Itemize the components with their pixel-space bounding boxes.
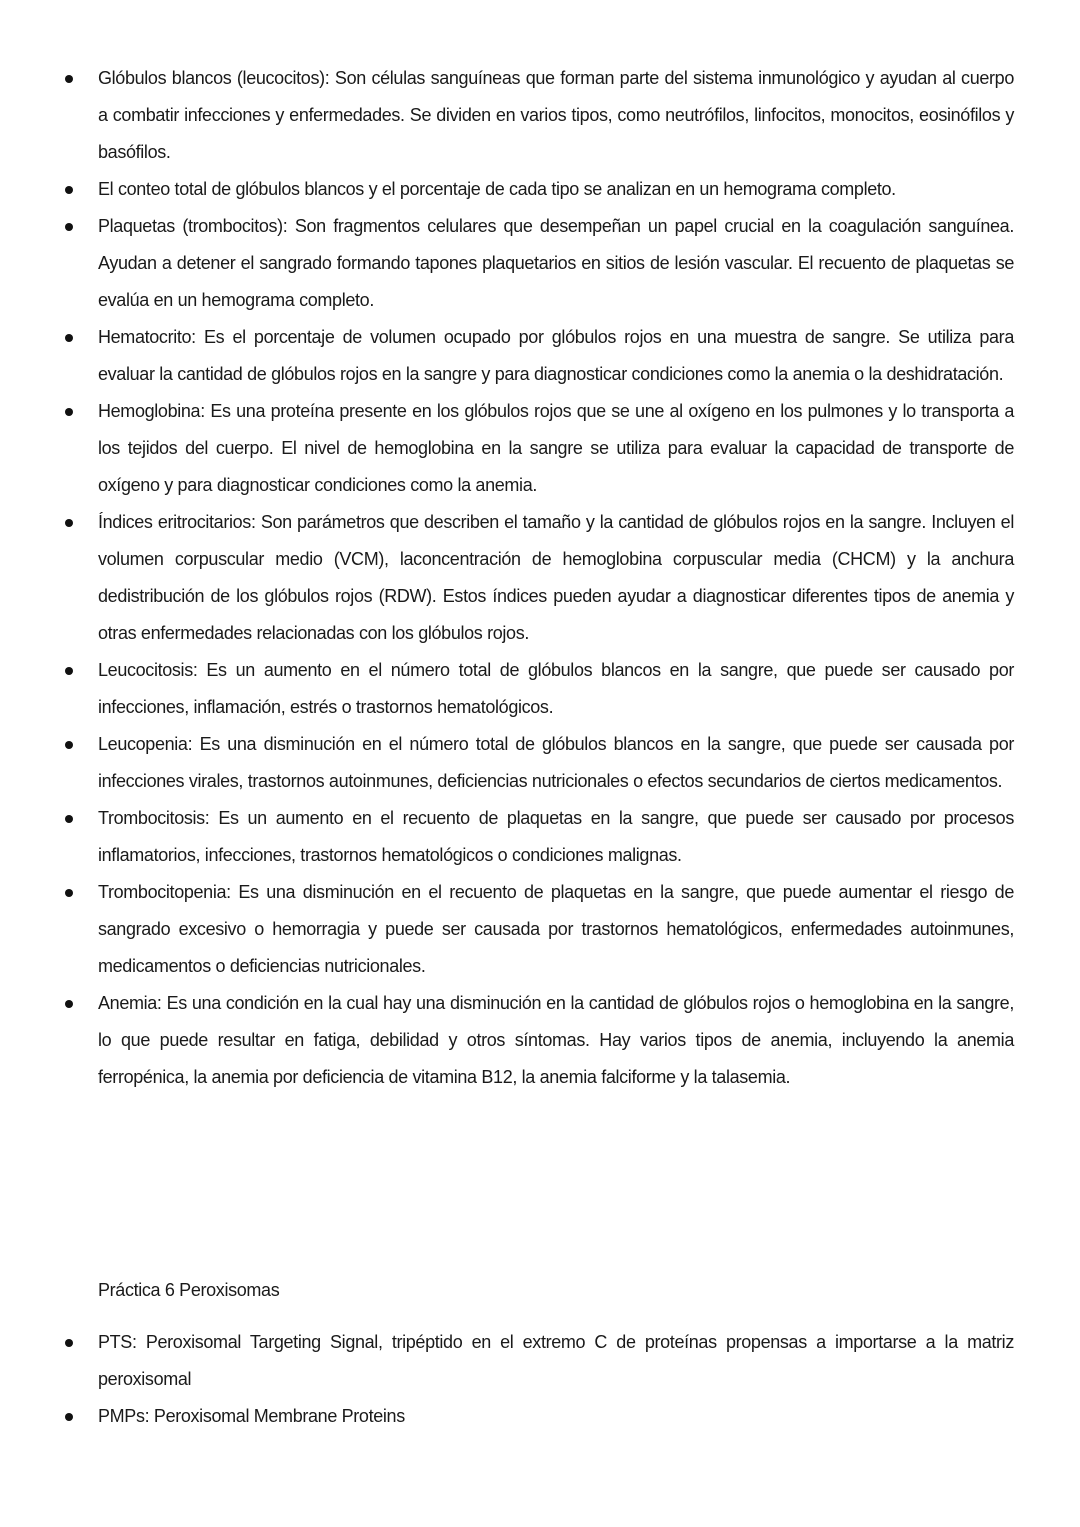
hematology-bullet-list bbox=[98, 60, 1014, 1096]
bullet-icon bbox=[65, 75, 73, 83]
bullet-icon bbox=[65, 408, 73, 416]
list-item-text: Hemoglobina: Es una proteína presente en los glóbulos rojos que se une al oxígeno en los pulmones y lo transporta a los tejidos del cuerpo. El nivel de hemoglobina en la sangre se utiliza para evaluar la capacidad de transporte de oxígeno y para diagnosticar condiciones como la anemia. bbox=[98, 401, 1014, 495]
list-item-text: Anemia: Es una condición en la cual hay una disminución en la cantidad de glóbulos rojos o hemoglobina en la sangre, lo que puede resultar en fatiga, debilidad y otros síntomas. Hay varios tipos de anemia, incluyendo la anemia ferropénica, la anemia por deficiencia de vitamina B12, la anemia falciforme y la talasemia. bbox=[98, 993, 1014, 1087]
list-item bbox=[98, 800, 1014, 874]
bullet-icon bbox=[65, 1339, 73, 1347]
bullet-icon bbox=[65, 186, 73, 194]
bullet-icon bbox=[65, 334, 73, 342]
bullet-icon bbox=[65, 223, 73, 231]
list-item-text: Plaquetas (trombocitos): Son fragmentos celulares que desempeñan un papel crucial en la coagulación sanguínea. Ayudan a detener el sangrado formando tapones plaquetarios en sitios de lesión vascular. El recuento de plaquetas se evalúa en un hemograma completo. bbox=[98, 216, 1014, 310]
list-item bbox=[98, 319, 1014, 393]
list-item-text: Leucocitosis: Es un aumento en el número total de glóbulos blancos en la sangre, que puede ser causado por infecciones, inflamación, estrés o trastornos hematológicos. bbox=[98, 660, 1014, 717]
bullet-icon bbox=[65, 815, 73, 823]
list-item-text: Hematocrito: Es el porcentaje de volumen ocupado por glóbulos rojos en una muestra de sangre. Se utiliza para evaluar la cantidad de glóbulos rojos en la sangre y para diagnosticar condiciones como la anemia o la deshidratación. bbox=[98, 327, 1014, 384]
list-item-text: Trombocitosis: Es un aumento en el recuento de plaquetas en la sangre, que puede ser causado por procesos inflamatorios, infecciones, trastornos hematológicos o condiciones malignas. bbox=[98, 808, 1014, 865]
peroxisome-bullet-list bbox=[98, 1324, 1014, 1435]
list-item-text: Leucopenia: Es una disminución en el número total de glóbulos blancos en la sangre, que puede ser causada por infecciones virales, trastornos autoinmunes, deficiencias nutricionales o efectos secundarios de ciertos medicamentos. bbox=[98, 734, 1014, 791]
bullet-icon bbox=[65, 519, 73, 527]
list-item bbox=[98, 504, 1014, 652]
list-item bbox=[98, 726, 1014, 800]
list-item bbox=[98, 985, 1014, 1096]
bullet-icon bbox=[65, 741, 73, 749]
list-item-text: Glóbulos blancos (leucocitos): Son células sanguíneas que forman parte del sistema inmunológico y ayudan al cuerpo a combatir infecciones y enfermedades. Se dividen en varios tipos, como neutrófilos, linfocitos, monocitos, eosinófilos y basófilos. bbox=[98, 68, 1014, 162]
list-item-text: Índices eritrocitarios: Son parámetros que describen el tamaño y la cantidad de glóbulos rojos en la sangre. Incluyen el volumen corpuscular medio (VCM), laconcentración de hemoglobina corpuscular media (CHCM) y la anchura dedistribución de los glóbulos rojos (RDW). Estos índices pueden ayudar a diagnosticar diferentes tipos de anemia y otras enfermedades relacionadas con los glóbulos rojos. bbox=[98, 512, 1014, 643]
list-item bbox=[98, 1398, 1014, 1435]
list-item-text: PTS: Peroxisomal Targeting Signal, tripéptido en el extremo C de proteínas propensas a importarse a la matriz peroxisomal bbox=[98, 1332, 1014, 1389]
bullet-icon bbox=[65, 1000, 73, 1008]
list-item-text: PMPs: Peroxisomal Membrane Proteins bbox=[98, 1406, 405, 1426]
list-item bbox=[98, 208, 1014, 319]
list-item bbox=[98, 171, 1014, 208]
list-item bbox=[98, 874, 1014, 985]
bullet-icon bbox=[65, 1413, 73, 1421]
section-heading: Práctica 6 Peroxisomas bbox=[98, 1280, 280, 1300]
list-item bbox=[98, 652, 1014, 726]
list-item bbox=[98, 393, 1014, 504]
bullet-icon bbox=[65, 667, 73, 675]
bullet-icon bbox=[65, 889, 73, 897]
list-item bbox=[98, 1324, 1014, 1398]
list-item-text: Trombocitopenia: Es una disminución en el recuento de plaquetas en la sangre, que puede aumentar el riesgo de sangrado excesivo o hemorragia y puede ser causada por trastornos hematológicos, enfermedades autoinmunes, medicamentos o deficiencias nutricionales. bbox=[98, 882, 1014, 976]
list-item-text: El conteo total de glóbulos blancos y el porcentaje de cada tipo se analizan en un hemograma completo. bbox=[98, 179, 896, 199]
list-item bbox=[98, 60, 1014, 171]
